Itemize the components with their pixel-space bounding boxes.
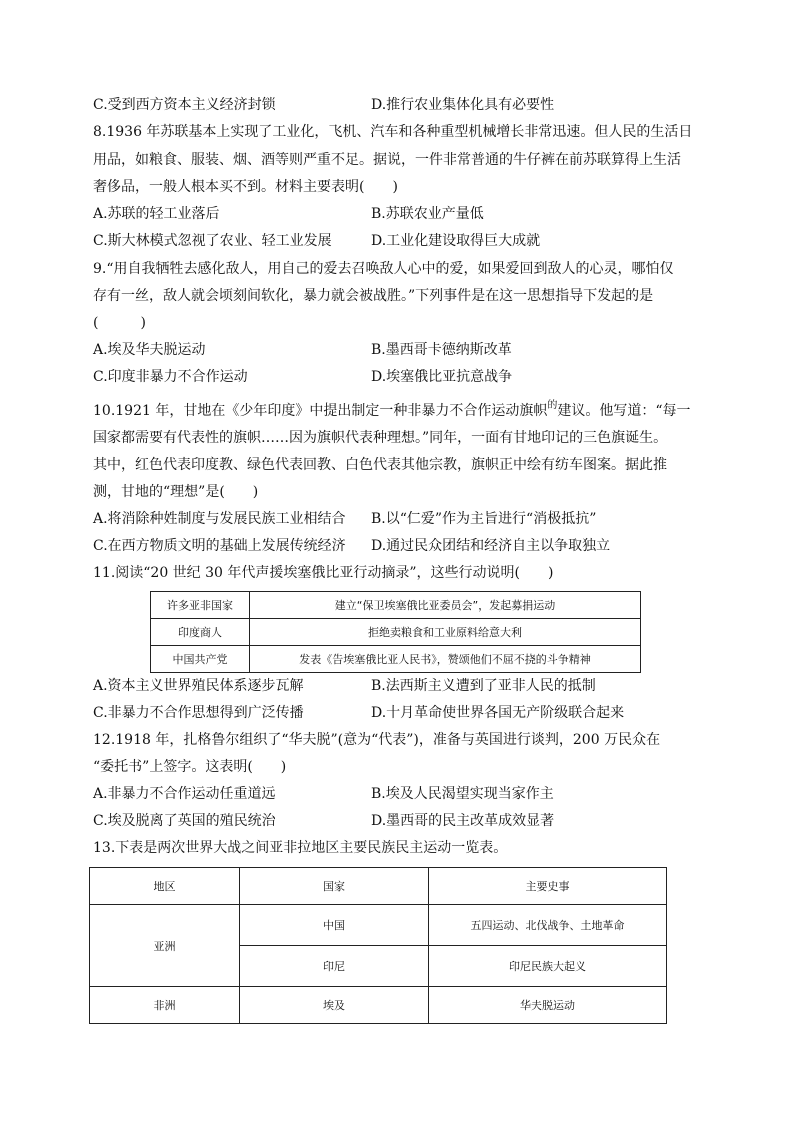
- q9-stem-line-2: 存有一丝，敌人就会顷刻间软化，暴力就会被战胜。”下列事件是在这一思想指导下发起的是: [93, 288, 654, 304]
- q10-stem-superscript: 的: [547, 400, 558, 411]
- q8-stem-line-3: 奢侈品，一般人根本买不到。材料主要表明( ): [93, 179, 398, 195]
- q8-option-c: C.斯大林模式忽视了农业、轻工业发展: [93, 233, 332, 249]
- q12-option-c: C.埃及脱离了英国的殖民统治: [93, 813, 276, 829]
- table-cell: 印度商人: [151, 619, 250, 646]
- q9-stem-line-3: ( ): [93, 315, 146, 331]
- q8-stem-line-1: 8.1936 年苏联基本上实现了工业化，飞机、汽车和各种重型机械增长非常迅速。但人民的生活日: [93, 124, 693, 140]
- table-row: [90, 987, 667, 1024]
- q10-stem-line-3: 其中，红色代表印度教、绿色代表回教、白色代表其他宗教，旗帜正中绘有纺车图案。据此推: [93, 457, 667, 473]
- q10-stem-line-2: 国家都需要有代表性的旗帜……因为旗帜代表种理想。”同年，一面有甘地印记的三色旗诞生。: [93, 430, 668, 446]
- q11-option-d: D.十月革命使世界各国无产阶级联合起来: [371, 705, 625, 721]
- q13-table: [89, 867, 667, 1024]
- table-cell: 埃及: [240, 987, 429, 1024]
- table-cell: 印尼民族大起义: [429, 946, 667, 987]
- q10-stem-part-2: 建议。他写道：“每一: [557, 403, 691, 419]
- q7-option-c: C.受到西方资本主义经济封锁: [93, 97, 276, 113]
- q12-stem-line-1: 12.1918 年，扎格鲁尔组织了“华夫脱”(意为“代表”)，准备与英国进行谈判，200 万民众在: [93, 732, 661, 748]
- q10-option-d: D.通过民众团结和经济自主以争取独立: [371, 538, 611, 554]
- table-header-cell: 国家: [240, 868, 429, 905]
- table-cell: 华夫脱运动: [429, 987, 667, 1024]
- table-row: [90, 905, 667, 946]
- q8-option-d: D.工业化建设取得巨大成就: [371, 233, 541, 249]
- q9-option-a: A.埃及华夫脱运动: [93, 342, 206, 358]
- q10-stem-line-4: 测，甘地的“理想”是( ): [93, 484, 259, 500]
- table-cell-region: 亚洲: [90, 905, 240, 987]
- q12-option-d: D.墨西哥的民主改革成效显著: [371, 813, 555, 829]
- q8-stem-line-2: 用品，如粮食、服装、烟、酒等则严重不足。据说，一件非常普通的牛仔裤在前苏联算得上生活: [93, 152, 681, 168]
- q11-stem: 11.阅读“20 世纪 30 年代声援埃塞俄比亚行动摘录”，这些行动说明( ): [93, 565, 554, 581]
- q9-stem-line-1: 9.“用自我牺牲去感化敌人，用自己的爱去召唤敌人心中的爱，如果爱回到敌人的心灵，哪怕仅: [93, 261, 674, 277]
- table-cell: 中国共产党: [151, 646, 250, 673]
- table-row: [151, 592, 641, 619]
- q12-option-b: B.埃及人民渴望实现当家作主: [371, 786, 554, 802]
- q10-option-a: A.将消除种姓制度与发展民族工业相结合: [93, 511, 346, 527]
- q7-option-d: D.推行农业集体化具有必要性: [371, 97, 555, 113]
- q11-option-b: B.法西斯主义遭到了亚非人民的抵制: [371, 678, 596, 694]
- q8-option-b: B.苏联农业产量低: [371, 206, 484, 222]
- table-row: [151, 619, 641, 646]
- table-cell: 印尼: [240, 946, 429, 987]
- table-header-row: [90, 868, 667, 905]
- q8-option-a: A.苏联的轻工业落后: [93, 206, 220, 222]
- table-cell: 许多亚非国家: [151, 592, 250, 619]
- q10-option-c: C.在西方物质文明的基础上发展传统经济: [93, 538, 346, 554]
- table-header-cell: 主要史事: [429, 868, 667, 905]
- table-cell: 发表《告埃塞俄比亚人民书》，赞颂他们不屈不挠的斗争精神: [250, 646, 641, 673]
- q10-stem-line-1: [93, 401, 691, 423]
- q11-table: [150, 591, 641, 673]
- q10-option-b: B.以“仁爱”作为主旨进行“消极抵抗”: [371, 511, 597, 527]
- table-cell: 拒绝卖粮食和工业原料给意大利: [250, 619, 641, 646]
- table-cell: 中国: [240, 905, 429, 946]
- table-cell: 五四运动、北伐战争、土地革命: [429, 905, 667, 946]
- q9-option-d: D.埃塞俄比亚抗意战争: [371, 369, 513, 385]
- table-cell: 建立“保卫埃塞俄比亚委员会”，发起募捐运动: [250, 592, 641, 619]
- q12-stem-line-2: “委托书”上签字。这表明( ): [93, 759, 287, 775]
- q10-stem-part-1: 10.1921 年，甘地在《少年印度》中提出制定一种非暴力不合作运动旗帜: [93, 403, 548, 419]
- q11-option-a: A.资本主义世界殖民体系逐步瓦解: [93, 678, 304, 694]
- q9-option-c: C.印度非暴力不合作运动: [93, 369, 248, 385]
- q12-option-a: A.非暴力不合作运动任重道远: [93, 786, 276, 802]
- table-row: [151, 646, 641, 673]
- q9-option-b: B.墨西哥卡德纳斯改革: [371, 342, 512, 358]
- q11-option-c: C.非暴力不合作思想得到广泛传播: [93, 705, 304, 721]
- table-header-cell: 地区: [90, 868, 240, 905]
- table-cell: 非洲: [90, 987, 240, 1024]
- q13-stem: 13.下表是两次世界大战之间亚非拉地区主要民族民主运动一览表。: [93, 840, 508, 856]
